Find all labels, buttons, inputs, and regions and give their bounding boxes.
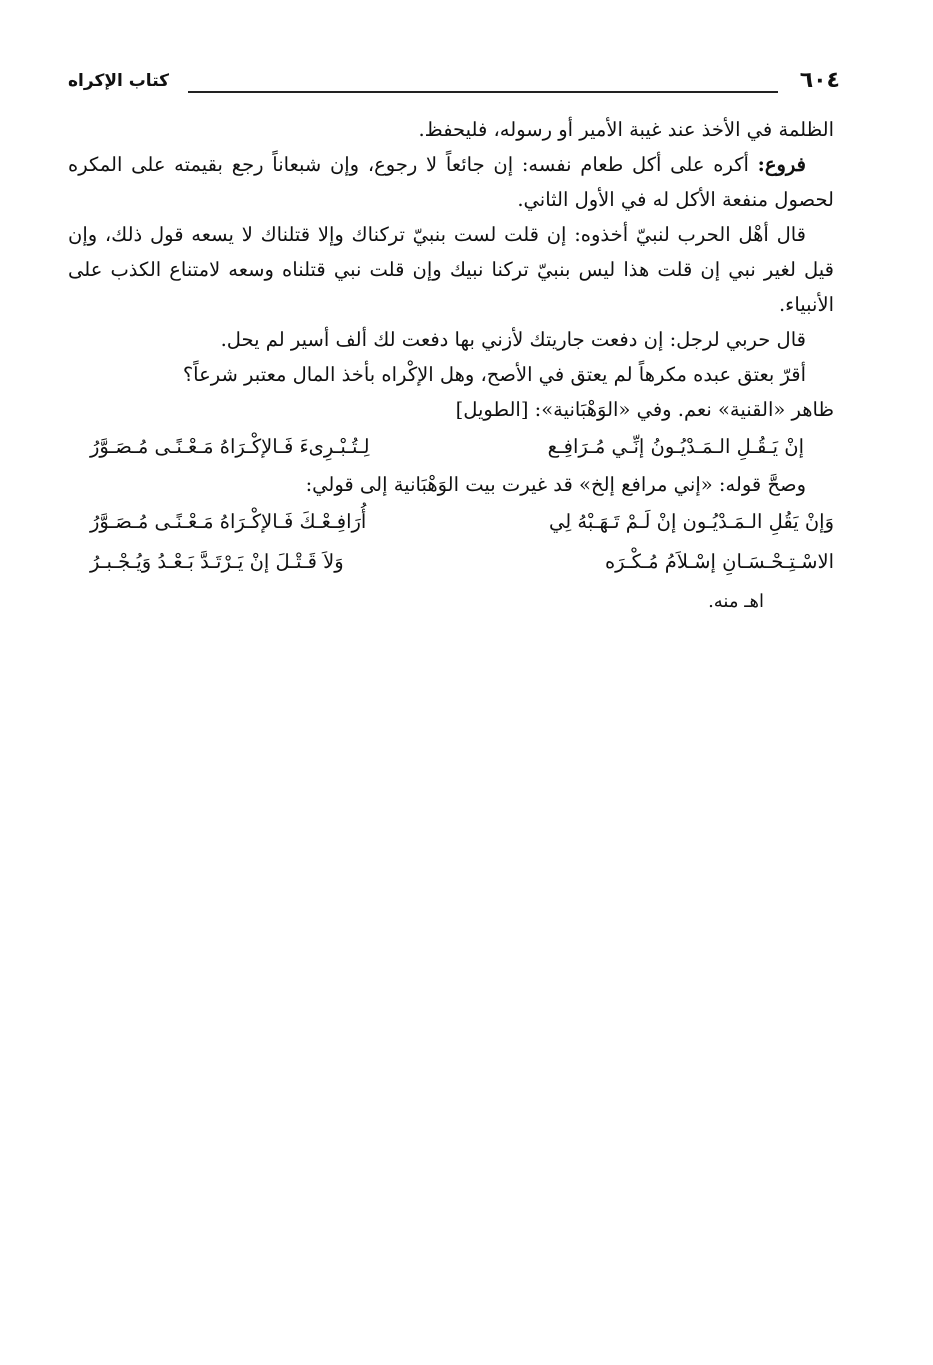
page-number: ٦٠٤ xyxy=(799,68,840,93)
furu-label: فروع: xyxy=(757,153,806,176)
sign-off: اهـ منه. xyxy=(708,591,764,612)
verse-2-second-hemistich: أُرَافِـعْـكَ فَـالإكْـرَاهُ مَـعْـنًـى مُـصَـوَّرُ xyxy=(90,510,367,533)
verse-line-3 xyxy=(68,542,834,582)
paragraph-ahl-al-harb: قال أهْل الحرب لنبيّ أخذوه: إن قلت لست بنبيّ تركناك وإلا قتلناك لا يسعه قول ذلك، وإن قيل لغير نبي إن قلت هذا ليس بنبيّ تركنا نبيك وإن قلت نبي قتلناه وسعه لامتناع الكذب على الأنبياء. xyxy=(68,223,834,316)
verse-1-second-hemistich: لِـتُـبْـرِىءَ فَـالإكْـرَاهُ مَـعْـنًـى مُـصَـوَّرُ xyxy=(90,435,370,458)
paragraph-iqrar: أقرّ بعتق عبده مكرهاً لم يعتق في الأصح، وهل الإكْراه بأخذ المال معتبر شرعاً؟ xyxy=(182,363,806,386)
paragraph-correction: وصحَّ قوله: «إني مرافع إلخ» قد غيرت بيت الوَهْبَانية إلى قولي: xyxy=(305,473,806,496)
verse-line-1 xyxy=(68,427,834,467)
running-title: كتاب الإكراه xyxy=(68,71,170,91)
page-body xyxy=(68,112,834,619)
verse-2-first-hemistich: وَإنْ يَقُلِ الـمَـدْيُـون إنْ لَـمْ تَـهَـبْهُ لِي xyxy=(549,510,834,533)
paragraph-harbi: قال حربي لرجل: إن دفعت جاريتك لأزني بها دفعت لك ألف أسير لم يحل. xyxy=(220,328,806,351)
paragraph-qunya: ظاهر «القنية» نعم. وفي «الوَهْبَانية»: [الطويل] xyxy=(455,398,834,421)
paragraph-1: الظلمة في الأخذ عند غيبة الأمير أو رسوله، فليحفظ. xyxy=(418,118,834,141)
furu-text: أكره على أكل طعام نفسه: إن جائعاً لا رجوع، وإن شبعاناً رجع بقيمته على المكره لحصول منفعة الأكل له في الأول الثاني. xyxy=(68,153,834,211)
page-header xyxy=(68,66,840,102)
verse-line-2 xyxy=(68,502,834,542)
paragraph-furu xyxy=(68,147,834,217)
header-rule xyxy=(188,91,778,93)
verse-1-first-hemistich: إنْ يَـقُـلِ الـمَـدْيُـونُ إنِّـي مُـرَافِـع xyxy=(547,435,804,458)
verse-3-second-hemistich: وَلاَ قَـتْـلَ إنْ يَـرْتَـدَّ بَـعْـدُ وَيُـجْـبـرُ xyxy=(90,550,344,573)
verse-3-first-hemistich: الاسْـتِـحْـسَـانِ إسْـلاَمُ مُـكْـرَه xyxy=(604,550,834,573)
